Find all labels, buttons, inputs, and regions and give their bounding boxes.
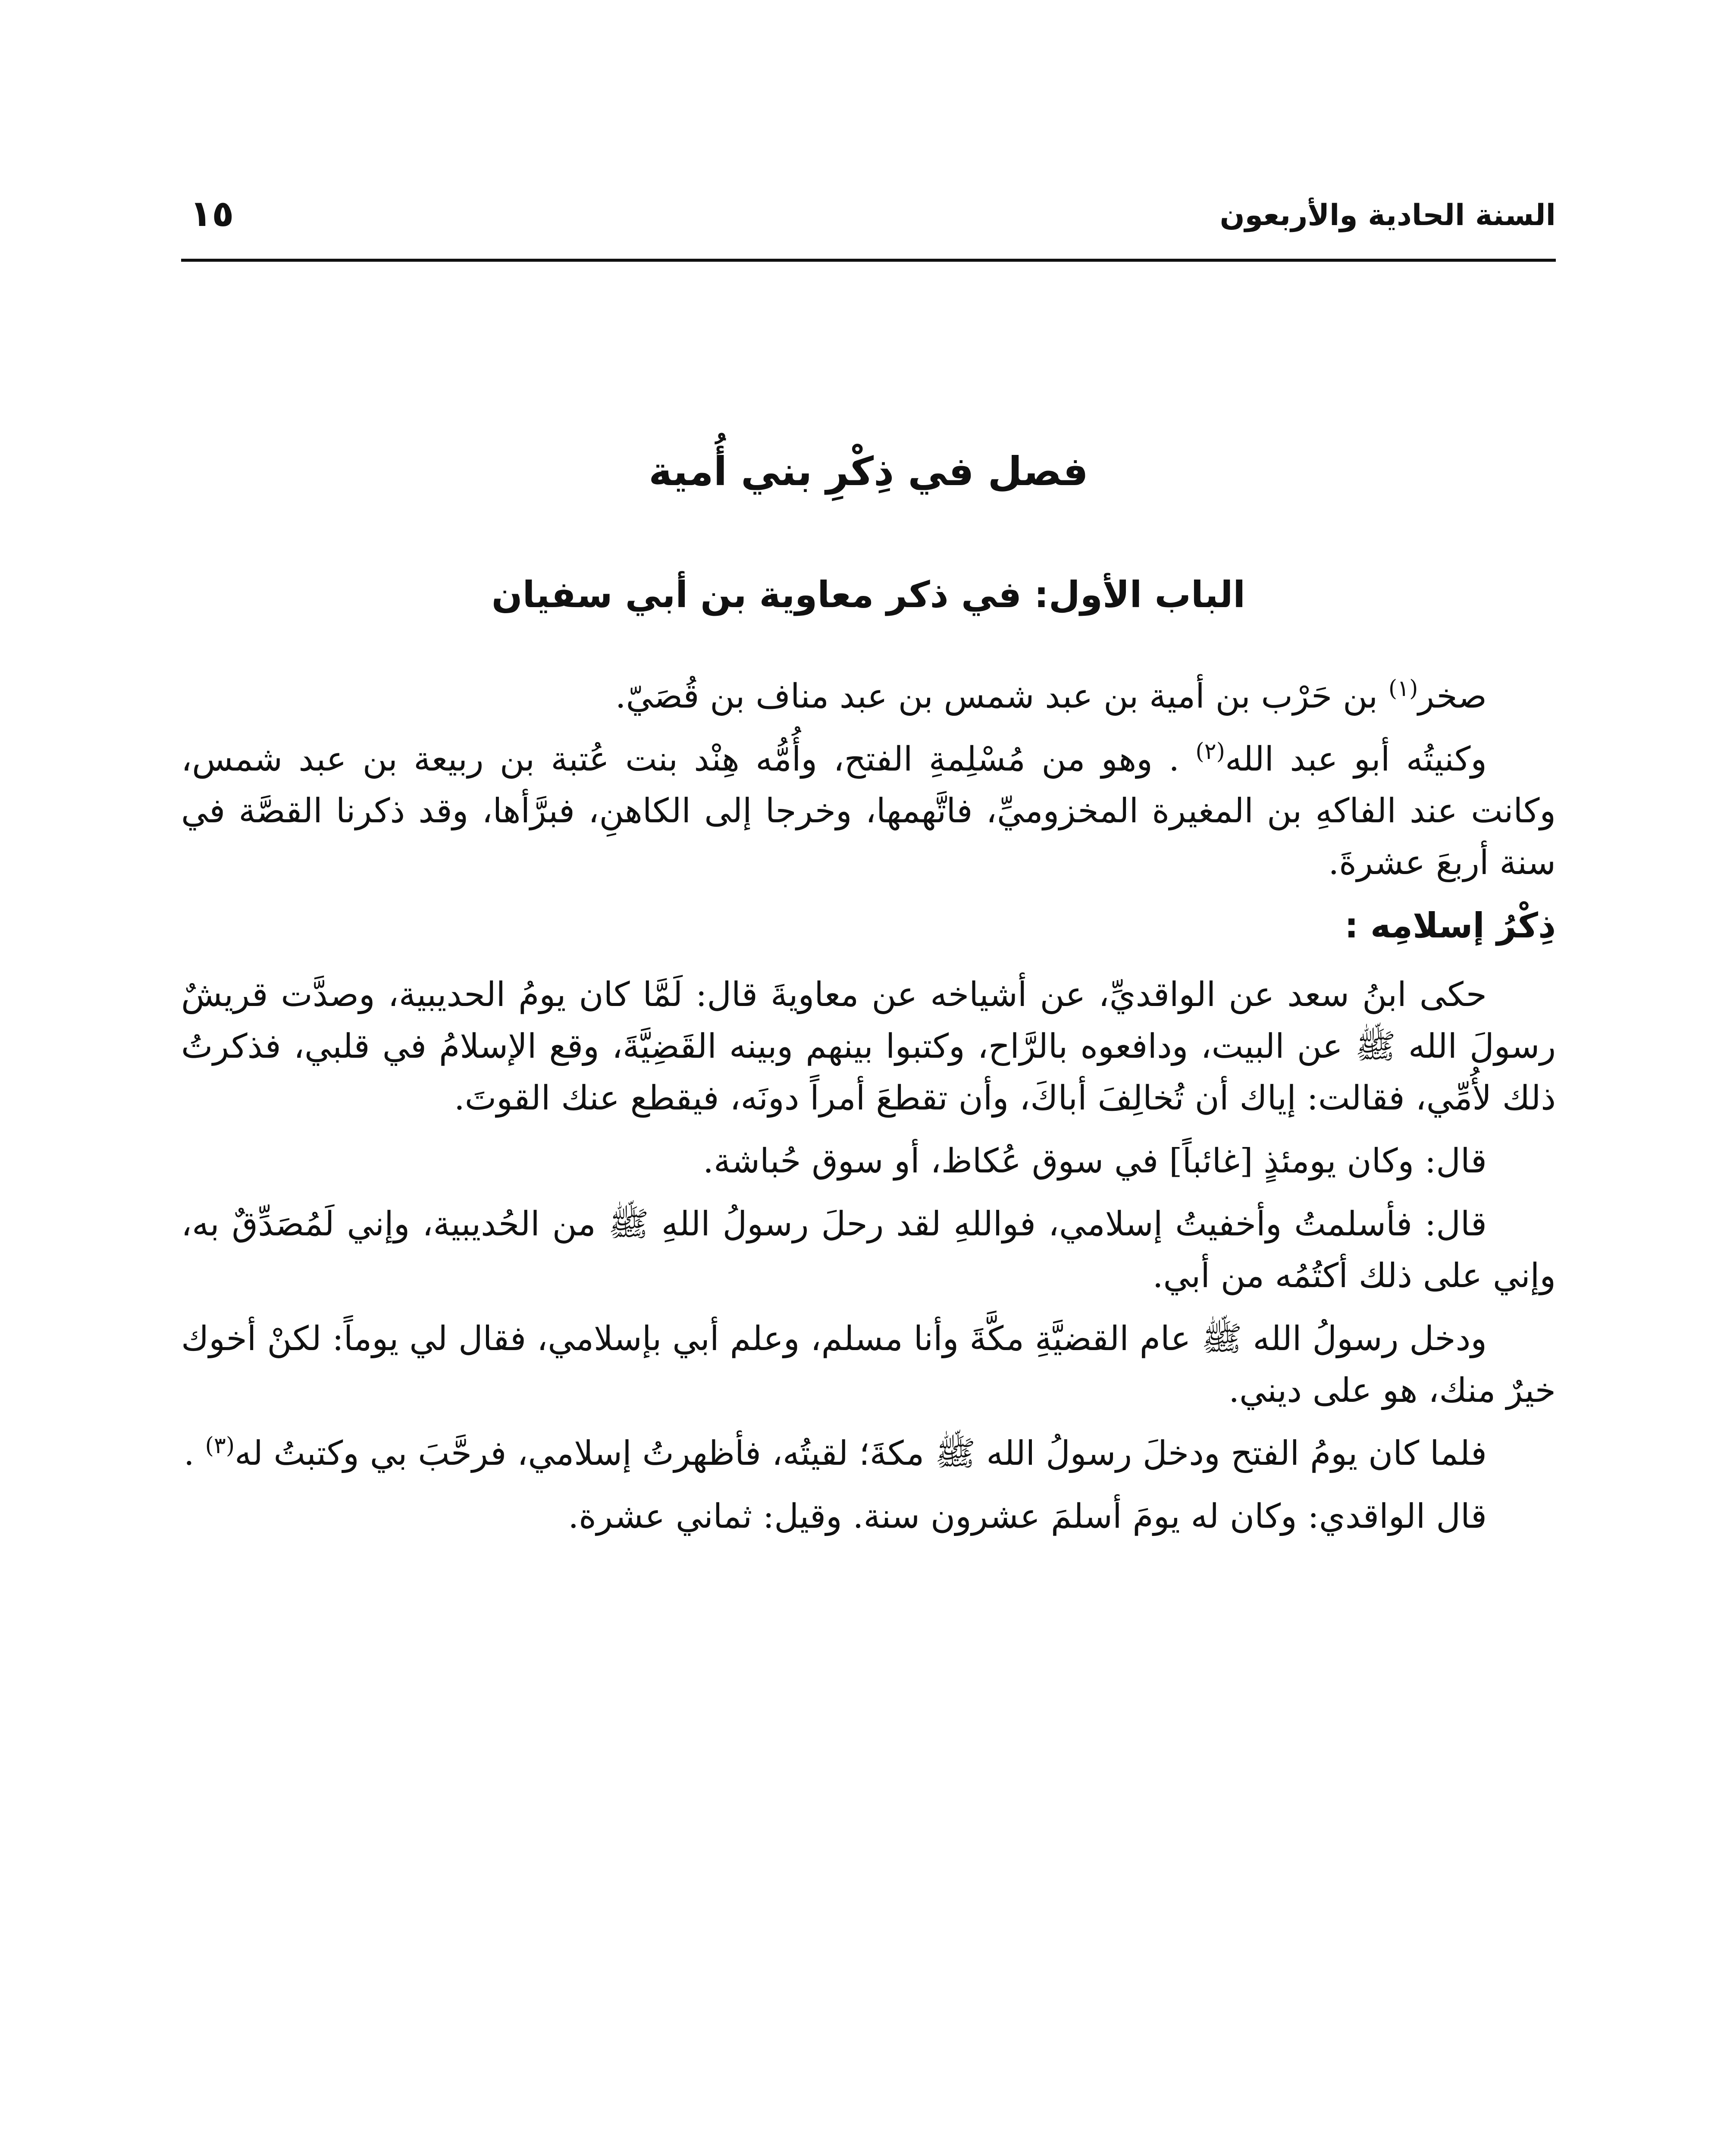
- paragraph-text: . وهو من مُسْلِمةِ الفتح، وأُمُّه هِنْد بنت عُتبة بن ربيعة بن عبد شمس، وكانت عند الفاكهِ بن المغيرة المخزوميِّ، فاتَّهمها، وخرجا إلى الكاهنِ، فبرَّأها، وقد ذكرنا القصَّة في سنة أربعَ عشرةَ.: [181, 740, 1556, 882]
- paragraph-text: فلما كان يومُ الفتح ودخلَ رسولُ الله ﷺ مكةَ؛ لقيتُه، فأظهرتُ إسلامي، فرحَّبَ بي وكتبتُ له: [235, 1434, 1487, 1473]
- footnote-ref: (٣): [205, 1433, 235, 1459]
- page-number: ١٥: [190, 192, 234, 235]
- paragraph: [181, 671, 1556, 722]
- running-header: [181, 190, 1556, 254]
- running-header-title: السنة الحادية والأربعون: [1219, 198, 1556, 232]
- paragraph-text: صخر: [1418, 677, 1487, 716]
- footnote-ref: (١): [1388, 676, 1418, 702]
- paragraph-text: بن حَرْب بن أمية بن عبد شمس بن عبد مناف بن قُصَيّ.: [615, 677, 1389, 716]
- paragraph: قال: وكان يومئذٍ [غائباً] في سوق عُكاظ، أو سوق حُباشة.: [703, 1142, 1487, 1181]
- paragraph: [181, 1428, 1556, 1479]
- paragraph: [181, 733, 1556, 889]
- paragraph-text: وكنيتُه أبو عبد الله: [1225, 740, 1487, 779]
- body-text: [181, 671, 1556, 1554]
- subheading: ذِكْرُ إسلامِه :: [1345, 906, 1556, 946]
- paragraph: حكى ابنُ سعد عن الواقديِّ، عن أشياخه عن معاويةَ قال: لَمَّا كان يومُ الحديبية، وصدَّت قريشٌ رسولَ الله ﷺ عن البيت، ودافعوه بالرَّاح، وكتبوا بينهم وبينه القَضِيَّةَ، وقع الإسلامُ في قلبي، فذكرتُ ذلك لأُمِّي، فقالت: إياك أن تُخالِفَ أباكَ، وأن تقطعَ أمراً دونَه، فيقطع عنك القوتَ.: [181, 975, 1556, 1118]
- section-title: فصل في ذِكْرِ بني أُمية: [649, 448, 1088, 495]
- paragraph-text: .: [184, 1434, 205, 1473]
- paragraph: قال: فأسلمتُ وأخفيتُ إسلامي، فواللهِ لقد رحلَ رسولُ اللهِ ﷺ من الحُديبية، وإني لَمُصَدِّقٌ به، وإني على ذلك أكتُمُه من أبي.: [181, 1205, 1556, 1295]
- header-divider: [181, 259, 1556, 262]
- paragraph: ودخل رسولُ الله ﷺ عام القضيَّةِ مكَّةَ وأنا مسلم، وعلم أبي بإسلامي، فقال لي يوماً: لكنْ أخوك خيرٌ منك، هو على ديني.: [181, 1319, 1556, 1410]
- paragraph: قال الواقدي: وكان له يومَ أسلمَ عشرون سنة. وقيل: ثماني عشرة.: [568, 1497, 1487, 1536]
- footnote-ref: (٢): [1195, 739, 1225, 765]
- chapter-title: الباب الأول: في ذكر معاوية بن أبي سفيان: [491, 573, 1246, 616]
